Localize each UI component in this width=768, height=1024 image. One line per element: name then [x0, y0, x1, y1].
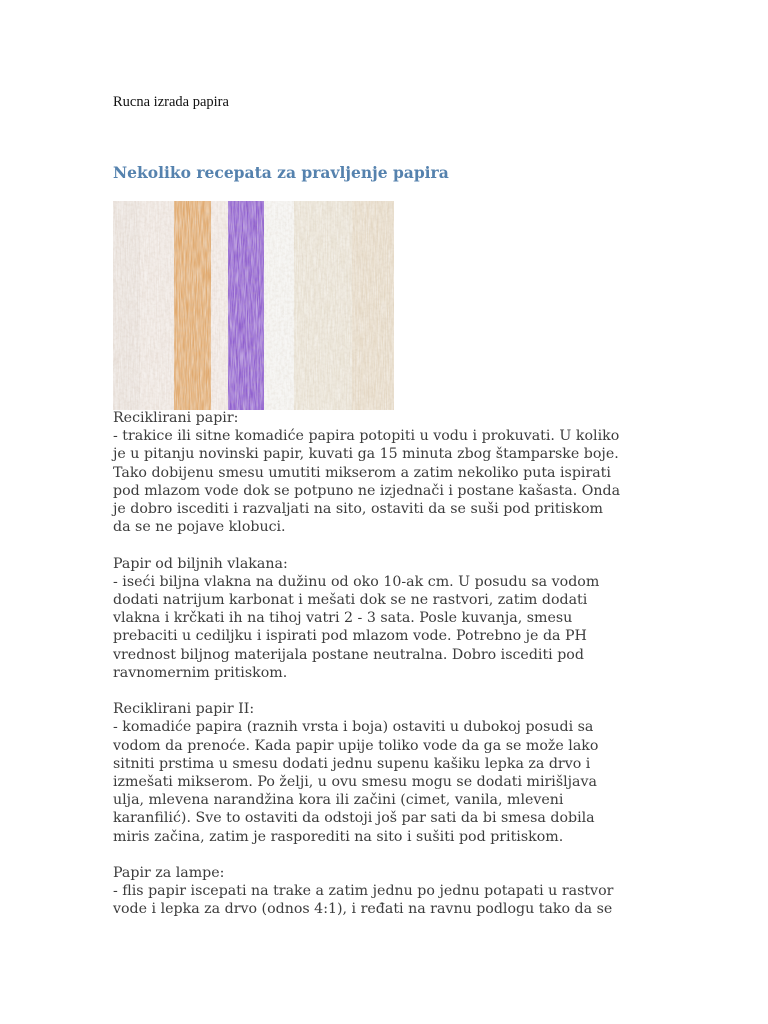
- recipe-section: [113, 700, 658, 846]
- recipe-text-line: karanfilić). Sve to ostaviti da odstoji još par sati da bi smesa dobila: [113, 810, 595, 827]
- recipe-text-line: miris začina, zatim je rasporediti na sito i sušiti pod pritiskom.: [113, 828, 564, 845]
- recipe-text-line: vlakna i krčkati ih na tihoj vatri 2 - 3 sata. Posle kuvanja, smesu: [113, 610, 573, 627]
- section-heading: Nekoliko recepata za pravljenje papira: [113, 163, 449, 182]
- recipe-text-line: - iseći biljna vlakna na dužinu od oko 10-ak cm. U posudu sa vodom: [113, 573, 600, 590]
- article-body: [113, 409, 658, 937]
- recipe-text-line: prebaciti u cediljku i ispirati pod mlazom vode. Potrebno je da PH: [113, 628, 587, 645]
- recipe-section: [113, 409, 658, 536]
- recipe-text-line: vode i lepka za drvo (odnos 4:1), i ređati na ravnu podlogu tako da se: [113, 901, 613, 918]
- recipe-text-line: vodom da prenoće. Kada papir upije toliko vode da ga se može lako: [113, 737, 599, 754]
- recipe-text-line: da se ne pojave klobuci.: [113, 519, 286, 536]
- document-title: Rucna izrada papira: [113, 94, 229, 110]
- recipe-text-line: izmešati mikserom. Po želji, u ovu smesu mogu se dodati mirišljava: [113, 774, 597, 791]
- recipe-title: Papir od biljnih vlakana:: [113, 555, 288, 572]
- recipe-text-line: vrednost biljnog materijala postane neutralna. Dobro iscediti pod: [113, 646, 584, 663]
- recipe-section: [113, 555, 658, 682]
- handmade-paper-image: [113, 201, 394, 410]
- recipe-text-line: - komadiće papira (raznih vrsta i boja) ostaviti u dubokoj posudi sa: [113, 719, 594, 736]
- recipe-text-line: ulja, mlevena narandžina kora ili začini (cimet, vanila, mleveni: [113, 792, 564, 809]
- recipe-title: Reciklirani papir II:: [113, 701, 255, 718]
- recipe-text-line: je u pitanju novinski papir, kuvati ga 15 minuta zbog štamparske boje.: [113, 446, 619, 463]
- recipe-text-line: sitniti prstima u smesu dodati jednu supenu kašiku lepka za drvo i: [113, 755, 591, 772]
- recipe-title: Papir za lampe:: [113, 865, 225, 882]
- recipe-text-line: je dobro iscediti i razvaljati na sito, ostaviti da se suši pod pritiskom: [113, 501, 603, 518]
- recipe-text-line: - trakice ili sitne komadiće papira potopiti u vodu i prokuvati. U koliko: [113, 428, 620, 445]
- recipe-text-line: ravnomernim pritiskom.: [113, 664, 288, 681]
- recipe-section: [113, 864, 658, 919]
- recipe-text-line: pod mlazom vode dok se potpuno ne izjednači i postane kašasta. Onda: [113, 482, 621, 499]
- recipe-text-line: dodati natrijum karbonat i mešati dok se ne rastvori, zatim dodati: [113, 592, 588, 609]
- recipe-text-line: - flis papir iscepati na trake a zatim jednu po jednu potapati u rastvor: [113, 883, 614, 900]
- recipe-title: Reciklirani papir:: [113, 410, 239, 426]
- recipe-text-line: Tako dobijenu smesu umutiti mikserom a zatim nekoliko puta ispirati: [113, 464, 611, 481]
